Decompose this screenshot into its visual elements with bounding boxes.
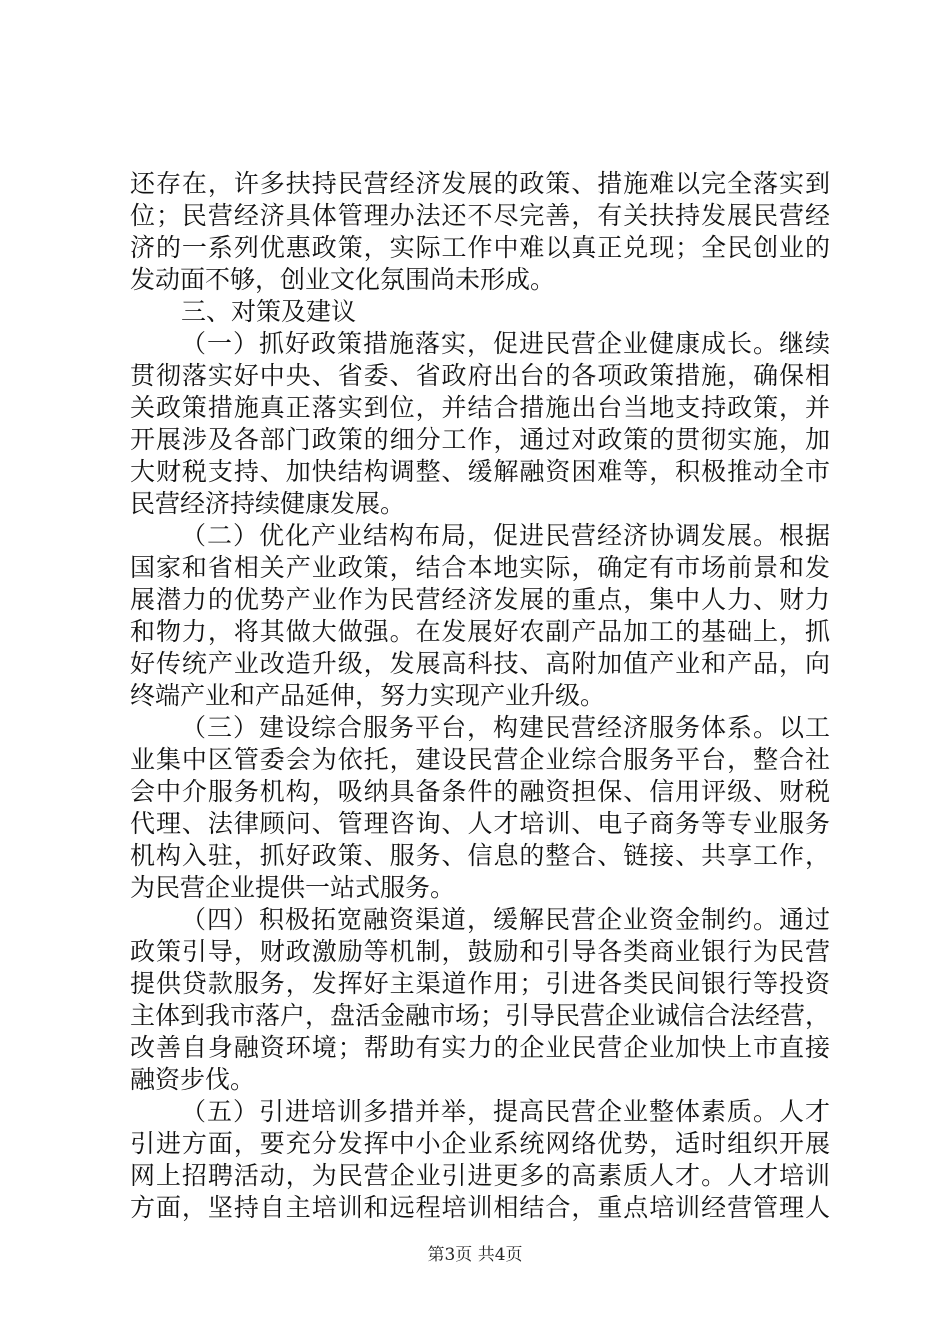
document-body [130,168,830,1224]
text-line: 还存在，许多扶持民营经济发展的政策、措施难以完全落实到 [130,169,830,198]
text-line: 民营经济持续健康发展。 [130,489,406,518]
text-line: 网上招聘活动，为民营企业引进更多的高素质人才。人才培训 [130,1161,830,1190]
text-line: 业集中区管委会为依托，建设民营企业综合服务平台，整合社 [130,745,830,774]
text-line: 机构入驻，抓好政策、服务、信息的整合、链接、共享工作， [130,841,830,870]
text-line: 国家和省相关产业政策，结合本地实际，确定有市场前景和发 [130,553,830,582]
text-line: 融资步伐。 [130,1065,256,1094]
text-line: 三、对策及建议 [181,297,357,326]
text-line: 引进方面，要充分发挥中小企业系统网络优势，适时组织开展 [130,1129,830,1158]
page-number: 第3页 共4页 [427,1245,523,1265]
text-line: 位；民营经济具体管理办法还不尽完善，有关扶持发展民营经 [130,201,830,230]
text-line: 好传统产业改造升级，发展高科技、高附加值产业和产品，向 [130,649,830,678]
text-line: 开展涉及各部门政策的细分工作，通过对政策的贯彻实施，加 [130,425,830,454]
text-line: 主体到我市落户，盘活金融市场；引导民营企业诚信合法经营， [130,1001,831,1030]
text-line: 会中介服务机构，吸纳具备条件的融资担保、信用评级、财税 [130,777,830,806]
text-line: 大财税支持、加快结构调整、缓解融资困难等，积极推动全市 [130,457,830,486]
text-line: （四）积极拓宽融资渠道，缓解民营企业资金制约。通过 [181,905,830,934]
text-line: 提供贷款服务，发挥好主渠道作用；引进各类民间银行等投资 [130,969,830,998]
text-line: 关政策措施真正落实到位，并结合措施出台当地支持政策，并 [130,393,830,422]
text-line: 和物力，将其做大做强。在发展好农副产品加工的基础上，抓 [130,617,830,646]
text-line: （五）引进培训多措并举，提高民营企业整体素质。人才 [181,1097,830,1126]
text-line: 发动面不够，创业文化氛围尚未形成。 [130,265,556,294]
page-footer [0,1244,950,1266]
text-line: （三）建设综合服务平台，构建民营经济服务体系。以工 [181,713,830,742]
text-line: 政策引导，财政激励等机制，鼓励和引导各类商业银行为民营 [130,937,830,966]
text-line: 代理、法律顾问、管理咨询、人才培训、电子商务等专业服务 [130,809,830,838]
text-line: （一）抓好政策措施落实，促进民营企业健康成长。继续 [181,329,830,358]
text-line: 贯彻落实好中央、省委、省政府出台的各项政策措施，确保相 [130,361,830,390]
text-line: 方面，坚持自主培训和远程培训相结合，重点培训经营管理人 [130,1193,830,1222]
text-line: 为民营企业提供一站式服务。 [130,873,456,902]
text-line: （二）优化产业结构布局，促进民营经济协调发展。根据 [181,521,830,550]
text-line: 济的一系列优惠政策，实际工作中难以真正兑现；全民创业的 [130,233,830,262]
text-line: 展潜力的优势产业作为民营经济发展的重点，集中人力、财力 [130,585,830,614]
text-line: 终端产业和产品延伸，努力实现产业升级。 [130,681,606,710]
text-line: 改善自身融资环境；帮助有实力的企业民营企业加快上市直接 [130,1033,830,1062]
